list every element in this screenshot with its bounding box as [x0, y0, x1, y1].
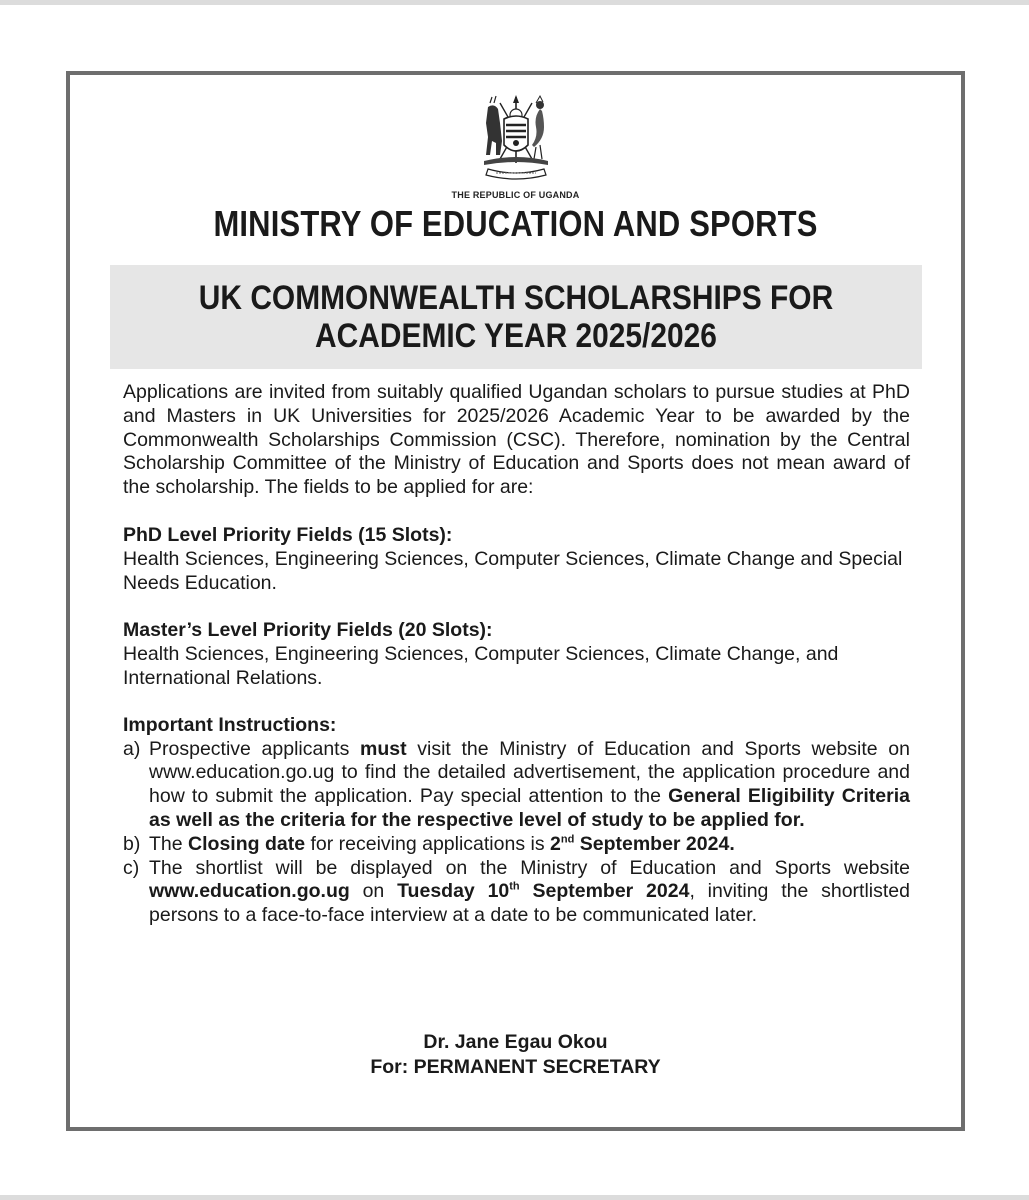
scholarship-title-line-2: ACADEMIC YEAR 2025/2026 [315, 317, 717, 355]
closing-month-year: September 2024. [574, 832, 735, 855]
text-run: The [149, 832, 189, 855]
closing-day: 2 [550, 832, 561, 855]
masters-heading: Master’s Level Priority Fields (20 Slots): [123, 619, 493, 642]
instruction-item-b [123, 833, 910, 857]
coat-of-arms-icon [470, 93, 562, 185]
signatory-name: Dr. Jane Egau Okou [423, 1031, 608, 1053]
emphasis-closing-date: Closing date [188, 832, 306, 855]
republic-label: THE REPUBLIC OF UGANDA [451, 190, 580, 200]
ordinal-suffix: nd [560, 833, 575, 846]
text-run: for receiving applications is [305, 832, 550, 855]
instruction-text [149, 833, 910, 857]
instruction-text [149, 738, 910, 833]
advert-body [123, 381, 910, 928]
text-run: , inviting the shortlisted persons to a face-to-face interview at a date to be communicated later. [149, 880, 910, 927]
phd-heading: PhD Level Priority Fields (15 Slots): [123, 523, 453, 546]
masters-fields: Health Sciences, Engineering Sciences, Computer Sciences, Climate Change, and International Relations. [123, 643, 839, 689]
text-run: on [349, 880, 398, 903]
text-run: visit the Ministry of Education and Sports website on www.education.go.ug to find the detailed advertisement, the application procedure and how to submit the application. Pay special attention to the [149, 737, 910, 808]
phd-fields: Health Sciences, Engineering Sciences, Computer Sciences, Climate Change and Special Needs Education. [123, 547, 903, 594]
ordinal-suffix: th [509, 880, 520, 893]
instructions-list [123, 738, 910, 928]
instruction-marker: a) [123, 737, 141, 760]
emphasis-eligibility: General Eligibility Criteria as well as the criteria for the respective level of study to be applied for. [149, 785, 910, 831]
advert-frame [66, 71, 965, 1131]
text-run: The shortlist will be displayed on the Ministry of Education and Sports website [149, 856, 910, 879]
instruction-marker: b) [123, 832, 141, 855]
instruction-item-a [123, 738, 910, 833]
shortlist-month-year: September 2024 [519, 880, 690, 903]
website-link: www.education.go.ug [149, 880, 350, 903]
bottom-band [0, 1195, 1029, 1200]
scholarship-title-band [110, 265, 922, 369]
instructions-heading: Important Instructions: [123, 713, 337, 736]
signatory-role: For: PERMANENT SECRETARY [370, 1056, 661, 1078]
ministry-title: MINISTRY OF EDUCATION AND SPORTS [213, 203, 818, 244]
instruction-marker: c) [123, 856, 140, 879]
text-run: Prospective applicants [149, 737, 360, 760]
instruction-text [149, 857, 910, 928]
shortlist-day: Tuesday 10 [397, 880, 510, 903]
emphasis-must: must [360, 737, 407, 760]
signature-block [70, 1030, 961, 1080]
top-band [0, 0, 1029, 5]
scholarship-title-line-1: UK COMMONWEALTH SCHOLARSHIPS FOR [198, 279, 834, 317]
intro-paragraph: Applications are invited from suitably qualified Ugandan scholars to pursue studies at PhD and Masters in UK Universities for 2025/2026 Academic Year to be awarded by the Commonwealth Scholarships Commission (CSC). Therefore, nomination by the Central Scholarship Committee of the Ministry of Education and Sports does not mean award of the scholarship. The fields to be applied for are: [123, 381, 910, 499]
instruction-item-c [123, 857, 910, 928]
